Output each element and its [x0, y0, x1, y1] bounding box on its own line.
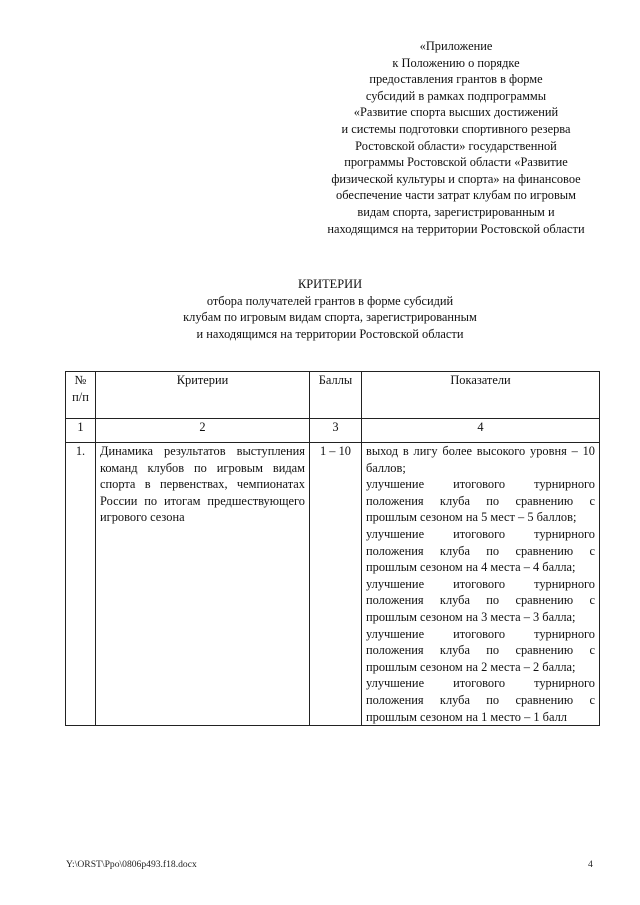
footer-page-number: 4 [588, 859, 593, 870]
appendix-block [308, 38, 604, 237]
heading-line: клубам по игровым видам спорта, зарегистрированным [183, 310, 477, 325]
column-number: 3 [310, 419, 362, 443]
heading-line: отбора получателей грантов в форме субсидий [206, 293, 454, 308]
heading-line: и находящимся на территории Ростовской области [196, 326, 464, 341]
column-number: 2 [96, 419, 310, 443]
row-indicators [362, 443, 600, 726]
appendix-line: и системы подготовки спортивного резерва [341, 121, 571, 136]
appendix-line: физической культуры и спорта» на финансовое [331, 171, 581, 186]
appendix-line: Ростовской области» государственной [355, 138, 557, 153]
appendix-line: «Приложение [419, 39, 493, 53]
appendix-line: к Положению о порядке [392, 55, 520, 70]
indicator-item: выход в лигу более высокого уровня – 10 баллов; [366, 444, 595, 475]
appendix-line: «Развитие спорта высших достижений [353, 105, 559, 120]
header-points: Баллы [310, 372, 362, 419]
indicator-item: улучшение итогового турнирного положения клуба по сравнению с прошлым сезоном на 2 места – 2 балла; [366, 626, 595, 674]
indicator-item: улучшение итогового турнирного положения клуба по сравнению с прошлым сезоном на 4 места – 4 балла; [366, 526, 595, 575]
document-heading [60, 276, 600, 342]
document-title: КРИТЕРИИ [297, 277, 363, 291]
column-number: 4 [362, 419, 600, 443]
appendix-line: видам спорта, зарегистрированным и [357, 204, 555, 219]
appendix-line: находящимся на территории Ростовской области [327, 221, 585, 236]
column-number: 1 [66, 419, 96, 443]
header-indicators: Показатели [362, 372, 600, 419]
indicator-item: улучшение итогового турнирного положения клуба по сравнению с прошлым сезоном на 5 мест – 5 баллов; [366, 477, 595, 525]
header-num: № п/п [66, 372, 96, 419]
appendix-line: программы Ростовской области «Развитие [344, 155, 568, 170]
appendix-line: обеспечение части затрат клубам по игровым [336, 188, 576, 203]
row-criteria: Динамика результатов выступления команд клубов по игровым видам спорта в первенствах, чемпионатах России по итогам предшествующего игрового сезона [96, 443, 310, 726]
table-header-row [66, 372, 600, 419]
appendix-line: субсидий в рамках подпрограммы [365, 88, 547, 103]
appendix-line: предоставления грантов в форме [369, 72, 543, 87]
column-number-row [66, 419, 600, 443]
table-row [66, 443, 600, 726]
row-points: 1 – 10 [310, 443, 362, 726]
criteria-table [65, 371, 600, 726]
header-criteria: Критерии [96, 372, 310, 419]
row-num: 1. [66, 443, 96, 726]
footer-file-path: Y:\ORST\Ppo\0806p493.f18.docx [66, 859, 197, 870]
indicator-item: улучшение итогового турнирного положения клуба по сравнению с прошлым сезоном на 1 место – 1 балл [366, 676, 595, 724]
indicator-item: улучшение итогового турнирного положения клуба по сравнению с прошлым сезоном на 3 места – 3 балла; [366, 576, 595, 624]
